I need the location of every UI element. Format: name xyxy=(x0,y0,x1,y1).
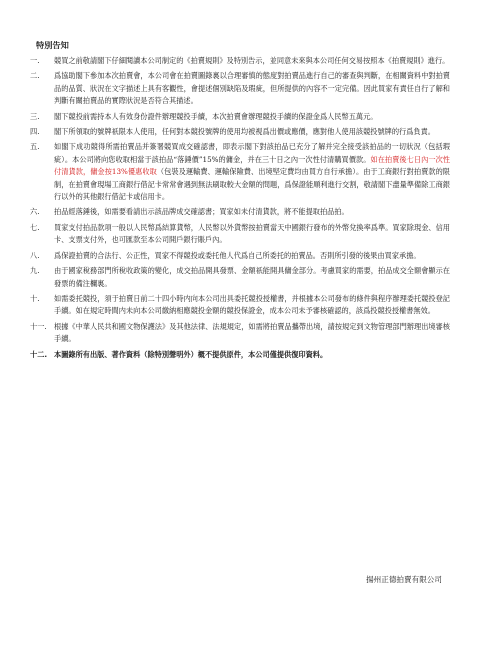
item-number: 十二. xyxy=(30,349,48,359)
item-number: 七. xyxy=(30,222,40,232)
item-text: 爲協助閣下參加本次拍賣會，本公司會在拍賣圖錄裏以合理審慎的態度對拍賣品進行自己的審查與判斷，在相關資料中對拍賣品的品質、狀況在文字描述上具有客觀性，會提述個別缺陷及瑕疵，但所提供的內容不一定完備。因此買家有責任自行了解和判斷有關拍賣品的實際狀況是否符合其描述。 xyxy=(54,71,450,106)
item-number: 六. xyxy=(30,207,40,217)
list-item xyxy=(30,206,450,218)
item-number: 十一. xyxy=(30,321,47,331)
list-item xyxy=(30,293,450,318)
list-item-bold xyxy=(30,349,450,361)
item-number: 五. xyxy=(30,142,40,152)
item-number: 三. xyxy=(30,111,40,121)
notice-list xyxy=(30,55,450,364)
item-text-continued: （包裝及運輸費、運輸保險費、出境堅定費均由買方自行承擔）。由于工商銀行對拍賣款的限制，在拍賣會現場工商銀行借記卡常常會遇到無法刷取較大金額的問題，爲保證能順利進行交割，敬請閣下盡量準備除工商銀行以外的其他銀行借記卡或信用卡。 xyxy=(54,167,450,202)
item-text: 競買之前敬請閣下仔細閱讀本公司制定的《拍賣規則》及特別告示，並同意未來與本公司任何交易按照本《拍賣規則》進行。 xyxy=(54,56,450,65)
item-text: 拍品經落錘後，如需要看請出示該品牌成交確認書；買家如未付清貨款，將不能提取拍品拍。 xyxy=(54,207,349,217)
item-number: 四. xyxy=(30,127,40,137)
item-number: 十. xyxy=(30,293,40,303)
list-item xyxy=(30,55,450,67)
item-text: 如需委托競投，須于拍賣日前二十四小時内向本公司出具委托競投授權書，并根據本公司發布的條件與程序辦理委托競投登記手續。如在規定時間内未向本公司繳納相應競投金額的競投保證金，成本公司未予審核確認的，該爲投競投授權書無效。 xyxy=(54,293,450,316)
list-item xyxy=(30,141,450,203)
page-title: 特別告知 xyxy=(36,40,69,50)
item-number: 一. xyxy=(30,56,40,65)
list-item xyxy=(30,111,450,123)
list-item xyxy=(30,70,450,107)
item-text: 閣下競投前需持本人有效身份證件辦理競投手續，本次拍賣會辦理競投手續的保證金爲人民幣五萬元。 xyxy=(54,111,378,121)
item-number: 二. xyxy=(30,71,40,81)
item-text: 閣下所領取的號牌祇限本人使用，任何對本競投號牌的使用均被視爲出價或應價，應對他人使用該競投號牌的行爲負責。 xyxy=(54,127,435,137)
item-text: 爲保證拍賣的合法行、公正性，買家不得競投或委托他人代爲自己所委托的拍賣品。否則所引發的後果由買家承擔。 xyxy=(54,250,421,260)
list-item xyxy=(30,126,450,138)
item-text: 本圖錄所有出版、著作資料（除特別聲明外）概不提供原件，本公司僅提供復印資料。 xyxy=(54,349,328,359)
item-text: 根據《中華人民共和國文物保護法》及其他法律、法規規定，如需將拍賣品攜帶出境，請按規定到文物管理部門辦理出境審核手續。 xyxy=(54,321,450,344)
item-text: 如閣下成功競得所需拍賣品并簽署競買成交確認書，即表示閣下對該拍品已充分了解并完全接受該拍品的一切狀況（包括瑕疵）。本公司將向您收取相當于該拍品“落錘價”15%的傭金，并在三十日之內一次性付清購買價款。 xyxy=(54,142,450,164)
item-text: 由于國家稅務部門所稅收政策的變化，成交拍品開具發票、金額祇能開具傭金部分。考慮買家的需要，拍品成交全額會顯示在發票的備注欄裏。 xyxy=(54,266,450,288)
list-item xyxy=(30,321,450,346)
commission-discount-notice: 如在拍賣後七日內一次性付清貨款，傭金按13%優惠收取 xyxy=(54,154,450,177)
item-text: 買家支付拍品款項一般以人民幣爲結算貨幣，人民幣以外貨幣按拍賣當天中國銀行發布的外幣兌換率爲準。買家除現金、信用卡、支票支付外，也可匯款至本公司開戶銀行賬戶內。 xyxy=(54,222,450,245)
list-item xyxy=(30,250,450,262)
list-item xyxy=(30,222,450,247)
item-number: 八. xyxy=(30,250,40,260)
list-item xyxy=(30,265,450,290)
company-signature: 揚州正德拍賣有限公司 xyxy=(366,575,442,584)
item-number: 九. xyxy=(30,266,40,276)
